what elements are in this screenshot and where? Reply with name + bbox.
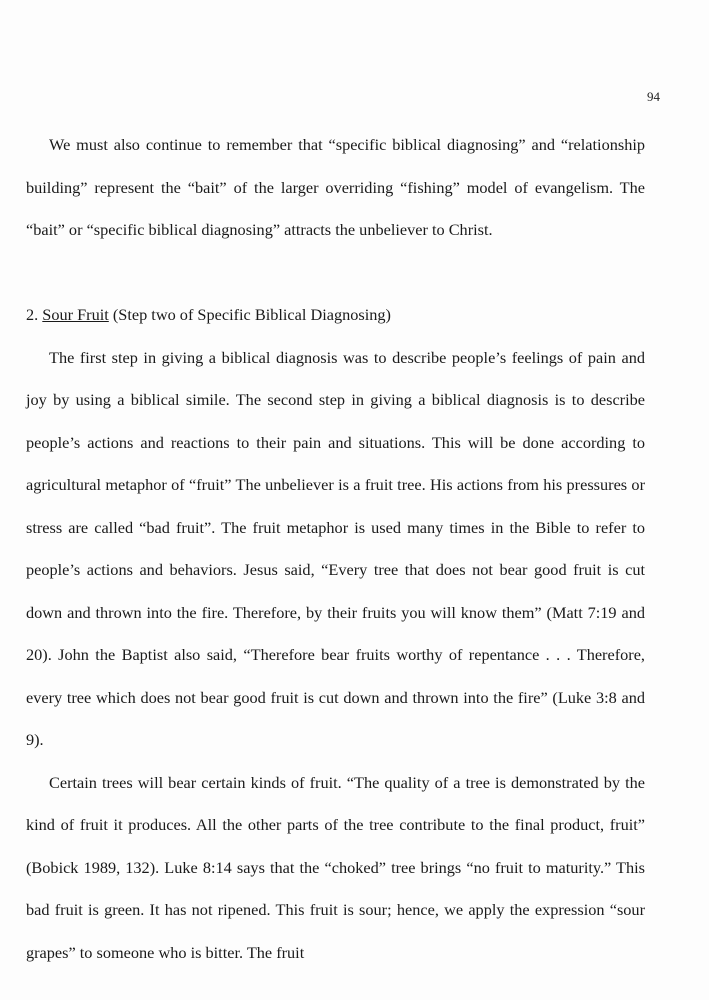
heading-title: Sour Fruit [42, 305, 109, 324]
paragraph-1: We must also continue to remember that “specific biblical diagnosing” and “relationship building” represent the “bait” of the larger overriding “fishing” model of evangelism. The “bait” or “specific biblical diagnosing” attracts the unbeliever to Christ. [26, 135, 645, 239]
section-heading [26, 294, 645, 337]
paragraph-3: Certain trees will bear certain kinds of fruit. “The quality of a tree is demonstrated by the kind of fruit it produces. All the other parts of the tree contribute to the final product, fruit” (Bobick 1989, 132). Luke 8:14 says that the “choked” tree brings “no fruit to maturity.” This bad fruit is green. It has not ripened. This fruit is sour; hence, we apply the expression “sour grapes” to someone who is bitter. The fruit [26, 772, 645, 962]
page-number: 94 [647, 89, 660, 104]
heading-subtitle: (Step two of Specific Biblical Diagnosing) [112, 305, 391, 324]
paragraph-2: The first step in giving a biblical diagnosis was to describe people’s feelings of pain and joy by using a biblical simile. The second step in giving a biblical diagnosis is to describe people’s actions and reactions to their pain and situations. This will be done according to agricultural metaphor of “fruit” The unbeliever is a fruit tree. His actions from his pressures or stress are called “bad fruit”. The fruit metaphor is used many times in the Bible to refer to people’s actions and behaviors. Jesus said, “Every tree that does not bear good fruit is cut down and thrown into the fire. Therefore, by their fruits you will know them” (Matt 7:19 and 20). John the Baptist also said, “Therefore bear fruits worthy of repentance . . . Therefore, every tree which does not bear good fruit is cut down and thrown into the fire” (Luke 3:8 and 9). [26, 347, 645, 749]
body-text [26, 124, 645, 974]
paragraph-gap [26, 252, 645, 295]
heading-number: 2. [26, 305, 39, 324]
